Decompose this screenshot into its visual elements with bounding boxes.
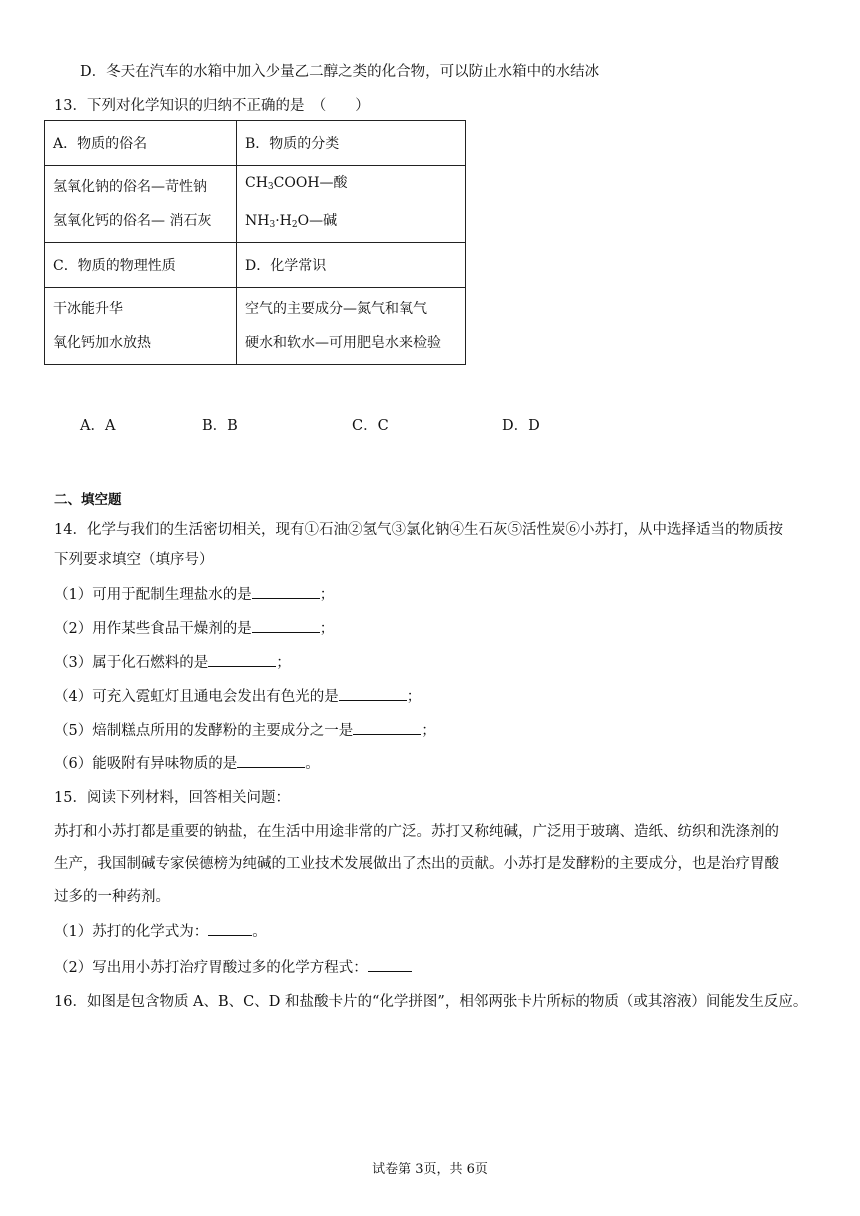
answer-blank[interactable] (339, 686, 407, 701)
q14-stem-line1: 14．化学与我们的生活密切相关，现有①石油②氢气③氯化钠④生石灰⑤活性炭⑥小苏打，从中选择适当的物质按 (54, 522, 783, 538)
section-title: 二、填空题 (54, 492, 122, 508)
formula-subscript: 2 (291, 220, 298, 230)
q15-item-text: （2）写出用小苏打治疗胃酸过多的化学方程式： (54, 960, 368, 976)
q14-item-3 (54, 651, 291, 672)
cell-d-content (237, 288, 466, 365)
answer-blank[interactable] (252, 618, 320, 633)
formula-part: O (297, 213, 310, 229)
answer-blank[interactable] (252, 584, 320, 599)
q13-option-d[interactable]: D．D (502, 418, 540, 434)
q14-item-6 (54, 752, 320, 773)
q14-item-text: （6）能吸附有异味物质的是 (54, 756, 238, 772)
q14-item-end: ； (276, 655, 291, 671)
cell-b-title: B．物质的分类 (237, 121, 466, 166)
q13-table (44, 120, 466, 365)
q14-item-5 (54, 719, 436, 740)
b-line1-suffix: —酸 (319, 175, 348, 191)
q14-item-end: ； (406, 689, 422, 705)
q14-item-1 (54, 583, 334, 604)
formula-subscript: 3 (267, 182, 274, 192)
q14-item-text: （2）用作某些食品干燥剂的是 (54, 621, 252, 637)
q14-item-text: （5）焙制糕点所用的发酵粉的主要成分之一是 (54, 723, 354, 739)
q13-option-b[interactable]: B．B (202, 418, 238, 434)
q15-para-line1: 苏打和小苏打都是重要的钠盐，在生活中用途非常的广泛。苏打又称纯碱，广泛用于玻璃、造纸、纺织和洗涤剂的 (54, 824, 779, 840)
q13-option-c[interactable]: C．C (352, 418, 389, 434)
b-line2-suffix: —碱 (309, 213, 338, 229)
b-line1 (245, 166, 457, 204)
formula-part: NH (245, 213, 270, 229)
q14-item-end: ； (319, 621, 335, 637)
c-line2: 氧化钙加水放热 (53, 335, 151, 351)
cell-a-content (45, 166, 237, 243)
q14-item-text: （1）可用于配制生理盐水的是 (54, 587, 252, 603)
q15-item-end: 。 (252, 924, 267, 940)
d-line1: 空气的主要成分—氮气和氧气 (245, 301, 427, 317)
q14-item-end: ； (319, 587, 335, 603)
q13-option-a[interactable]: A．A (80, 418, 116, 434)
q13-stem: 13．下列对化学知识的归纳不正确的是 （ ） (54, 98, 370, 114)
cell-a-title: A．物质的俗名 (45, 121, 237, 166)
cell-c-title: C．物质的物理性质 (45, 243, 237, 288)
b-line2 (245, 204, 457, 242)
d-line2: 硬水和软水—可用肥皂水来检验 (245, 335, 441, 351)
formula-part: ·H (275, 213, 292, 229)
q16-stem: 16．如图是包含物质 A、B、C、D 和盐酸卡片的“化学拼图”，相邻两张卡片所标的物质（或其溶液）间能发生反应。 (54, 994, 808, 1010)
q15-para-line3: 过多的一种药剂。 (54, 889, 170, 905)
q15-stem: 15．阅读下列材料，回答相关问题： (54, 790, 290, 806)
q14-item-end: ； (421, 723, 436, 739)
q14-item-text: （4）可充入霓虹灯且通电会发出有色光的是 (54, 689, 339, 705)
option-d-line: D．冬天在汽车的水箱中加入少量乙二醇之类的化合物，可以防止水箱中的水结冰 (80, 64, 600, 80)
q15-para-line2: 生产，我国制碱专家侯德榜为纯碱的工业技术发展做出了杰出的贡献。小苏打是发酵粉的主要成分，也是治疗胃酸 (54, 856, 779, 872)
answer-blank[interactable] (208, 921, 252, 936)
c-line1: 干冰能升华 (53, 301, 123, 317)
cell-b-content (237, 166, 466, 243)
q15-item-1 (54, 920, 267, 941)
a-line2: 氢氧化钙的俗名— 消石灰 (53, 213, 212, 229)
q14-item-4 (54, 685, 421, 706)
q14-item-end: 。 (305, 756, 320, 772)
answer-blank[interactable] (368, 957, 412, 972)
q14-stem-line2: 下列要求填空（填序号） (54, 552, 214, 568)
formula-part: COOH (273, 175, 320, 191)
answer-blank[interactable] (237, 753, 305, 768)
q15-item-text: （1）苏打的化学式为： (54, 924, 209, 940)
formula-subscript: 3 (269, 220, 276, 230)
q15-item-2 (54, 956, 412, 977)
q14-item-text: （3）属于化石燃料的是 (54, 655, 209, 671)
cell-c-content (45, 288, 237, 365)
answer-blank[interactable] (353, 720, 421, 735)
cell-d-title: D．化学常识 (237, 243, 466, 288)
answer-blank[interactable] (208, 652, 276, 667)
q14-item-2 (54, 617, 334, 638)
a-line1: 氢氧化钠的俗名—苛性钠 (53, 179, 207, 195)
page-footer: 试卷第 3页，共 6页 (372, 1162, 488, 1177)
formula-part: CH (245, 175, 268, 191)
